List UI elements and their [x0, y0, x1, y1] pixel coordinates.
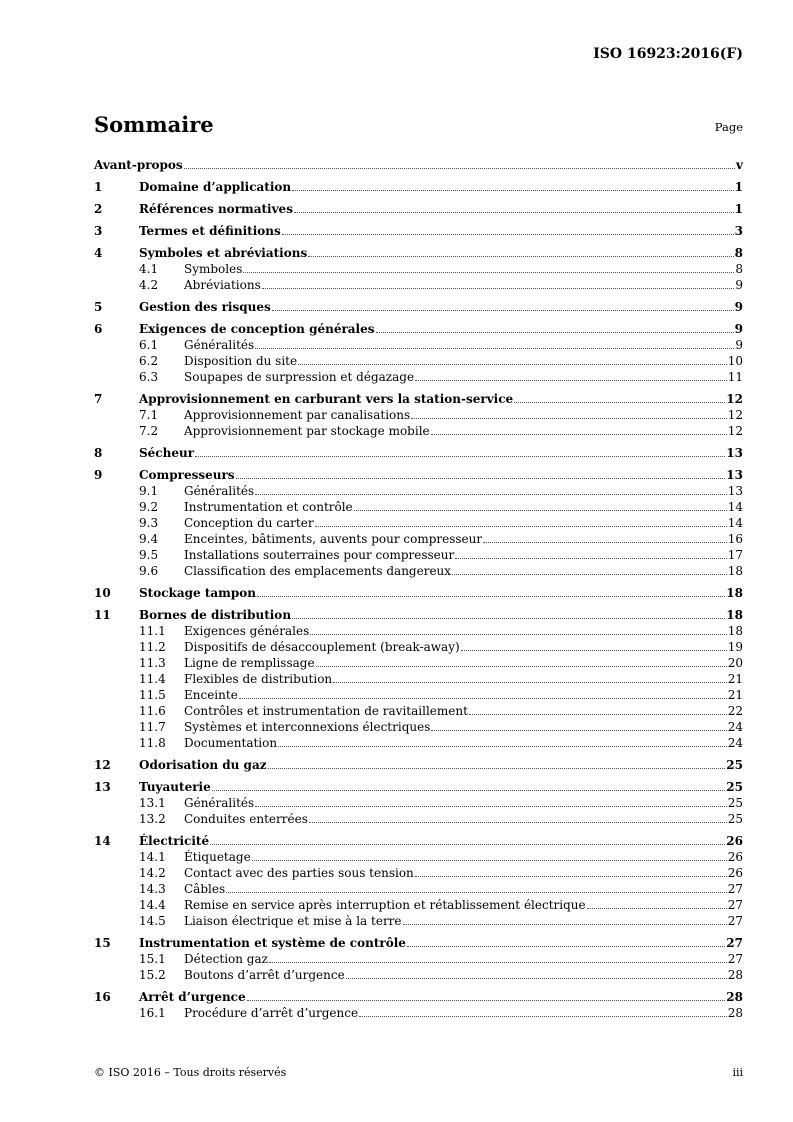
toc-entry-title: Généralités [184, 796, 255, 810]
toc-entry-page: 14 [727, 500, 743, 514]
toc-entry-title: Électricité [139, 834, 210, 848]
toc-subentry[interactable] [94, 951, 743, 967]
toc-subentry-number: 4.2 [139, 278, 159, 292]
toc-entry-title: Avant-propos [94, 158, 183, 172]
toc-entry-title: Flexibles de distribution [184, 672, 333, 686]
toc-subentry[interactable] [94, 639, 743, 655]
toc-entry-title: Arrêt d’urgence [139, 990, 246, 1004]
toc-subentry[interactable] [94, 499, 743, 515]
toc-subentry-number: 14.1 [139, 850, 166, 864]
toc-entry-title: Boutons d’arrêt d’urgence [184, 968, 345, 982]
page-title: Sommaire [94, 112, 214, 137]
toc-subentry[interactable] [94, 423, 743, 439]
dot-leader [431, 729, 726, 731]
toc-entry-title: Odorisation du gaz [139, 758, 267, 772]
toc-subentry-number: 14.3 [139, 882, 166, 896]
dot-leader [252, 859, 727, 861]
toc-entry-title: Approvisionnement en carburant vers la station-service [139, 392, 514, 406]
toc-entry-page: 25 [726, 780, 743, 794]
toc-entry-page: 9 [734, 322, 743, 336]
toc-subentry[interactable] [94, 897, 743, 913]
toc-entry-title: Approvisionnement par stockage mobile [184, 424, 430, 438]
dot-leader [282, 233, 734, 235]
dot-leader [483, 541, 727, 543]
toc-entry-title: Ligne de remplissage [184, 656, 315, 670]
toc-subentry[interactable] [94, 735, 743, 751]
toc-entry-page: 22 [727, 704, 743, 718]
toc-entry-title: Liaison électrique et mise à la terre [184, 914, 402, 928]
toc-entry-title: Disposition du site [184, 354, 298, 368]
toc-entry-title: Exigences générales [184, 624, 310, 638]
toc-subentry-number: 9.1 [139, 484, 159, 498]
toc-entry-number: 11 [94, 608, 111, 622]
toc-subentry-number: 9.5 [139, 548, 159, 562]
toc-subentry[interactable] [94, 337, 743, 353]
toc-entry-page: 26 [726, 834, 743, 848]
toc-subentry[interactable] [94, 655, 743, 671]
toc-entry-page: 12 [727, 408, 743, 422]
toc-entry-title: Stockage tampon [139, 586, 256, 600]
footer-page-number: iii [732, 1066, 743, 1079]
toc-entry-title: Procédure d’arrêt d’urgence [184, 1006, 359, 1020]
toc-entry[interactable] [94, 445, 743, 461]
dot-leader [415, 875, 727, 877]
toc-subentry[interactable] [94, 671, 743, 687]
toc-entry-page: 17 [727, 548, 743, 562]
toc-entry-title: Généralités [184, 484, 255, 498]
toc-entry-page: 27 [727, 914, 743, 928]
toc-entry-page: 26 [727, 866, 743, 880]
toc-subentry[interactable] [94, 967, 743, 983]
dot-leader [239, 697, 727, 699]
toc-subentry-number: 11.6 [139, 704, 166, 718]
toc-subentry-number: 6.2 [139, 354, 159, 368]
toc-entry-title: Gestion des risques [139, 300, 271, 314]
dot-leader [309, 821, 727, 823]
dot-leader [461, 649, 727, 651]
toc-subentry-number: 4.1 [139, 262, 159, 276]
toc-entry-title: Dispositifs de désaccouplement (break-away) [184, 640, 460, 654]
toc-subentry[interactable] [94, 531, 743, 547]
dot-leader [359, 1015, 727, 1017]
toc-entry-page: 8 [735, 262, 743, 276]
dot-leader [272, 309, 734, 311]
toc-subentry-number: 11.2 [139, 640, 166, 654]
toc-subentry-number: 13.2 [139, 812, 166, 826]
toc-subentry-number: 6.3 [139, 370, 159, 384]
toc-entry-title: Enceinte [184, 688, 238, 702]
dot-leader [315, 525, 727, 527]
toc-subentry-number: 11.4 [139, 672, 166, 686]
toc-entry-number: 7 [94, 392, 103, 406]
toc-entry-number: 5 [94, 300, 103, 314]
toc-entry-number: 9 [94, 468, 103, 482]
footer-copyright: © ISO 2016 – Tous droits réservés [94, 1066, 287, 1079]
dot-leader [257, 595, 725, 597]
dot-leader [243, 271, 734, 273]
toc-entry-number: 14 [94, 834, 111, 848]
toc-entry-page: 27 [726, 936, 743, 950]
toc-entry-page: 24 [727, 720, 743, 734]
dot-leader [294, 211, 734, 213]
toc-subentry-number: 11.7 [139, 720, 166, 734]
toc-entry-page: 13 [726, 468, 743, 482]
dot-leader [587, 907, 727, 909]
toc-subentry-number: 15.2 [139, 968, 166, 982]
toc-entry-page: 20 [727, 656, 743, 670]
toc-entry-title: Câbles [184, 882, 226, 896]
toc-subentry-number: 14.5 [139, 914, 166, 928]
toc-entry[interactable] [94, 179, 743, 195]
toc-subentry[interactable] [94, 563, 743, 579]
toc-subentry-number: 16.1 [139, 1006, 166, 1020]
toc-entry[interactable] [94, 779, 743, 795]
toc-entry-page: 13 [726, 446, 743, 460]
toc-entry-title: Symboles [184, 262, 243, 276]
toc-subentry[interactable] [94, 407, 743, 423]
toc-entry-number: 1 [94, 180, 103, 194]
dot-leader [236, 477, 726, 479]
toc-entry-title: Bornes de distribution [139, 608, 292, 622]
dot-leader [298, 363, 727, 365]
dot-leader [469, 713, 727, 715]
dot-leader [415, 379, 727, 381]
toc-entry-page: 9 [735, 338, 743, 352]
toc-entry-page: 28 [727, 1006, 743, 1020]
toc-entry-page: 1 [734, 202, 743, 216]
toc-entry-title: Généralités [184, 338, 255, 352]
toc-entry-page: 21 [727, 672, 743, 686]
toc-entry-page: 9 [734, 300, 743, 314]
toc-entry[interactable] [94, 391, 743, 407]
dot-leader [431, 433, 727, 435]
toc-entry-page: 27 [727, 898, 743, 912]
toc-entry-title: Conduites enterrées [184, 812, 308, 826]
toc-subentry[interactable] [94, 353, 743, 369]
dot-leader [316, 665, 727, 667]
toc-entry-page: 28 [726, 990, 743, 1004]
dot-leader [226, 891, 727, 893]
toc-entry-page: 27 [727, 952, 743, 966]
toc-entry[interactable] [94, 299, 743, 315]
toc-entry-title: Tuyauterie [139, 780, 211, 794]
toc-entry[interactable] [94, 321, 743, 337]
document-id: ISO 16923:2016(F) [593, 46, 743, 62]
toc-entry[interactable] [94, 935, 743, 951]
toc-entry[interactable] [94, 757, 743, 773]
toc-subentry[interactable] [94, 1005, 743, 1021]
dot-leader [514, 401, 725, 403]
toc-entry[interactable] [94, 157, 743, 173]
dot-leader [333, 681, 727, 683]
toc-entry-title: Domaine d’application [139, 180, 292, 194]
page-column-label: Page [714, 120, 743, 134]
toc-subentry[interactable] [94, 687, 743, 703]
toc-entry-page: v [736, 158, 743, 172]
toc-entry-title: Systèmes et interconnexions électriques [184, 720, 431, 734]
toc-subentry[interactable] [94, 369, 743, 385]
toc-subentry[interactable] [94, 849, 743, 865]
toc-entry-title: Termes et définitions [139, 224, 281, 238]
toc-entry-title: Conception du carter [184, 516, 314, 530]
toc-entry-page: 12 [727, 424, 743, 438]
toc-entry-title: Remise en service après interruption et rétablissement électrique [184, 898, 586, 912]
toc-subentry[interactable] [94, 277, 743, 293]
dot-leader [407, 945, 725, 947]
toc-entry-page: 25 [726, 758, 743, 772]
toc-subentry-number: 15.1 [139, 952, 166, 966]
toc-entry-page: 1 [734, 180, 743, 194]
toc-entry-number: 6 [94, 322, 103, 336]
toc-subentry[interactable] [94, 795, 743, 811]
dot-leader [310, 633, 726, 635]
toc-subentry[interactable] [94, 865, 743, 881]
dot-leader [268, 767, 726, 769]
toc-entry[interactable] [94, 607, 743, 623]
toc-entry-number: 8 [94, 446, 103, 460]
dot-leader [255, 805, 727, 807]
toc-entry-title: Détection gaz [184, 952, 268, 966]
toc-subentry-number: 9.3 [139, 516, 159, 530]
toc-entry-title: Enceintes, bâtiments, auvents pour compresseur [184, 532, 483, 546]
dot-leader [376, 331, 734, 333]
toc-entry-page: 3 [734, 224, 743, 238]
dot-leader [212, 789, 726, 791]
toc-subentry-number: 14.4 [139, 898, 166, 912]
toc-entry-page: 26 [727, 850, 743, 864]
toc-entry-title: Sécheur [139, 446, 195, 460]
toc-entry[interactable] [94, 201, 743, 217]
toc-subentry[interactable] [94, 261, 743, 277]
toc-subentry[interactable] [94, 703, 743, 719]
toc-entry-page: 25 [727, 796, 743, 810]
dot-leader [346, 977, 727, 979]
toc-entry[interactable] [94, 223, 743, 239]
toc-subentry-number: 11.8 [139, 736, 166, 750]
toc-entry[interactable] [94, 585, 743, 601]
toc-entry-page: 21 [727, 688, 743, 702]
toc-entry-number: 10 [94, 586, 111, 600]
toc-subentry-number: 14.2 [139, 866, 166, 880]
toc-entry-title: Abréviations [184, 278, 261, 292]
dot-leader [269, 961, 727, 963]
dot-leader [354, 509, 727, 511]
toc-entry-number: 15 [94, 936, 111, 950]
toc-entry[interactable] [94, 833, 743, 849]
dot-leader [292, 189, 734, 191]
toc-subentry-number: 13.1 [139, 796, 166, 810]
toc-entry[interactable] [94, 245, 743, 261]
toc-entry[interactable] [94, 989, 743, 1005]
toc-entry-title: Contact avec des parties sous tension [184, 866, 414, 880]
dot-leader [403, 923, 727, 925]
toc-entry-number: 3 [94, 224, 103, 238]
dot-leader [255, 347, 734, 349]
toc-entry-page: 28 [727, 968, 743, 982]
dot-leader [255, 493, 727, 495]
toc-entry-page: 14 [727, 516, 743, 530]
toc-entry-page: 12 [726, 392, 743, 406]
dot-leader [292, 617, 725, 619]
toc-entry-page: 11 [727, 370, 743, 384]
toc-subentry[interactable] [94, 913, 743, 929]
dot-leader [278, 745, 727, 747]
toc-entry-title: Classification des emplacements dangereux [184, 564, 452, 578]
toc-subentry-number: 11.5 [139, 688, 166, 702]
toc-subentry-number: 9.4 [139, 532, 159, 546]
toc-entry-page: 18 [726, 608, 743, 622]
toc-entry-page: 27 [727, 882, 743, 896]
dot-leader [195, 455, 725, 457]
toc-entry-page: 10 [727, 354, 743, 368]
toc-subentry-number: 9.6 [139, 564, 159, 578]
toc-subentry-number: 7.2 [139, 424, 159, 438]
toc-entry-title: Références normatives [139, 202, 293, 216]
toc-subentry-number: 11.3 [139, 656, 166, 670]
dot-leader [308, 255, 733, 257]
toc-entry-number: 4 [94, 246, 103, 260]
toc-subentry[interactable] [94, 623, 743, 639]
toc-entry[interactable] [94, 467, 743, 483]
toc-entry-title: Compresseurs [139, 468, 235, 482]
toc-entry-number: 2 [94, 202, 103, 216]
dot-leader [184, 167, 735, 169]
toc-entry-page: 18 [726, 586, 743, 600]
toc-subentry-number: 7.1 [139, 408, 159, 422]
toc-subentry-number: 9.2 [139, 500, 159, 514]
toc-subentry-number: 11.1 [139, 624, 166, 638]
toc-entry-page: 18 [727, 624, 743, 638]
toc-entry-title: Contrôles et instrumentation de ravitaillement [184, 704, 468, 718]
dot-leader [452, 573, 727, 575]
toc-entry-number: 13 [94, 780, 111, 794]
toc-entry-title: Soupapes de surpression et dégazage [184, 370, 415, 384]
toc-entry-page: 19 [727, 640, 743, 654]
toc-subentry[interactable] [94, 483, 743, 499]
toc-subentry[interactable] [94, 881, 743, 897]
toc-entry-number: 16 [94, 990, 111, 1004]
toc-entry-title: Symboles et abréviations [139, 246, 308, 260]
toc-entry-title: Exigences de conception générales [139, 322, 375, 336]
toc-entry-number: 12 [94, 758, 111, 772]
toc-entry-page: 9 [735, 278, 743, 292]
toc-subentry[interactable] [94, 547, 743, 563]
dot-leader [262, 287, 735, 289]
toc-subentry[interactable] [94, 515, 743, 531]
toc-entry-title: Instrumentation et contrôle [184, 500, 353, 514]
toc-entry-page: 8 [734, 246, 743, 260]
toc-entry-title: Installations souterraines pour compresseur [184, 548, 455, 562]
toc-entry-page: 13 [727, 484, 743, 498]
dot-leader [411, 417, 727, 419]
toc-entry-title: Approvisionnement par canalisations [184, 408, 411, 422]
toc-subentry[interactable] [94, 811, 743, 827]
toc-entry-page: 18 [727, 564, 743, 578]
dot-leader [210, 843, 725, 845]
toc-entry-title: Étiquetage [184, 850, 251, 864]
toc-entry-page: 25 [727, 812, 743, 826]
table-of-contents [94, 157, 743, 1021]
toc-entry-page: 16 [727, 532, 743, 546]
toc-subentry[interactable] [94, 719, 743, 735]
dot-leader [247, 999, 726, 1001]
toc-subentry-number: 6.1 [139, 338, 159, 352]
toc-entry-title: Instrumentation et système de contrôle [139, 936, 406, 950]
dot-leader [455, 557, 726, 559]
toc-entry-page: 24 [727, 736, 743, 750]
toc-entry-title: Documentation [184, 736, 278, 750]
